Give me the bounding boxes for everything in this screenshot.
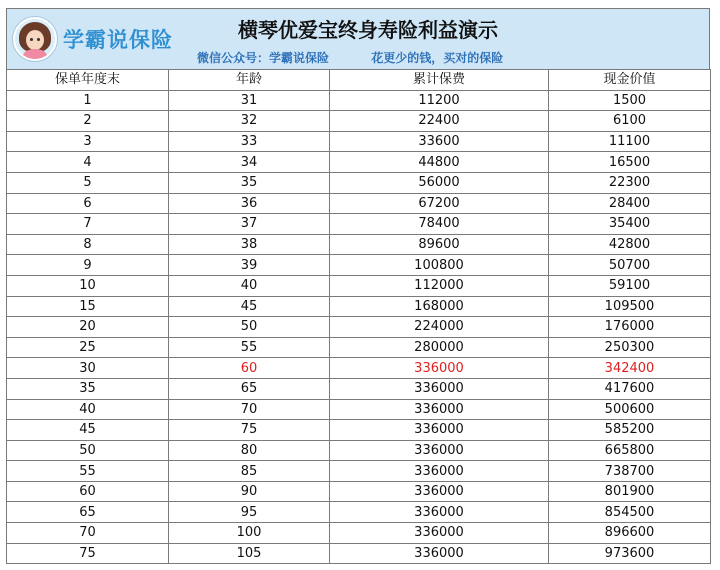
age-cell: 55 [169, 337, 330, 358]
policy-year-cell: 3 [7, 131, 169, 152]
policy-year-cell: 60 [7, 481, 169, 502]
policy-year-cell: 1 [7, 90, 169, 111]
wechat-account: 微信公众号：学霸说保险 [197, 51, 330, 65]
policy-year-cell: 2 [7, 111, 169, 132]
cash-value-cell: 6100 [549, 111, 711, 132]
table-row [7, 523, 711, 544]
age-cell: 37 [169, 214, 330, 235]
policy-year-cell: 25 [7, 337, 169, 358]
table-row [7, 440, 711, 461]
age-cell: 75 [169, 420, 330, 441]
cumulative-premium-cell: 336000 [330, 399, 549, 420]
column-header-cumulative-premium: 累计保费 [330, 70, 549, 91]
cash-value-cell: 342400 [549, 358, 711, 379]
policy-year-cell: 10 [7, 275, 169, 296]
age-cell: 36 [169, 193, 330, 214]
age-cell: 60 [169, 358, 330, 379]
cash-value-cell: 801900 [549, 481, 711, 502]
table-header-banner [6, 8, 710, 69]
column-header-age: 年龄 [169, 70, 330, 91]
age-cell: 40 [169, 275, 330, 296]
table-row [7, 399, 711, 420]
table-row [7, 420, 711, 441]
cumulative-premium-cell: 336000 [330, 481, 549, 502]
table-row [7, 461, 711, 482]
table-row [7, 358, 711, 379]
brand-name: 学霸说保险 [63, 28, 173, 52]
policy-year-cell: 65 [7, 502, 169, 523]
cash-value-cell: 854500 [549, 502, 711, 523]
cash-value-cell: 11100 [549, 131, 711, 152]
policy-year-cell: 55 [7, 461, 169, 482]
policy-year-cell: 40 [7, 399, 169, 420]
policy-year-cell: 70 [7, 523, 169, 544]
age-cell: 70 [169, 399, 330, 420]
cumulative-premium-cell: 44800 [330, 152, 549, 173]
age-cell: 50 [169, 317, 330, 338]
age-cell: 85 [169, 461, 330, 482]
subtitle-line [197, 49, 503, 66]
policy-year-cell: 6 [7, 193, 169, 214]
policy-year-cell: 4 [7, 152, 169, 173]
benefit-table [6, 69, 711, 564]
age-cell: 90 [169, 481, 330, 502]
table-row [7, 90, 711, 111]
age-cell: 65 [169, 378, 330, 399]
cash-value-cell: 738700 [549, 461, 711, 482]
age-cell: 105 [169, 543, 330, 564]
cash-value-cell: 500600 [549, 399, 711, 420]
table-row [7, 234, 711, 255]
policy-year-cell: 45 [7, 420, 169, 441]
table-row [7, 111, 711, 132]
table-row [7, 502, 711, 523]
cumulative-premium-cell: 336000 [330, 543, 549, 564]
cumulative-premium-cell: 56000 [330, 172, 549, 193]
policy-year-cell: 50 [7, 440, 169, 461]
table-body [7, 90, 711, 564]
table-row [7, 214, 711, 235]
policy-year-cell: 8 [7, 234, 169, 255]
cumulative-premium-cell: 336000 [330, 523, 549, 544]
column-header-policy-year: 保单年度末 [7, 70, 169, 91]
table-row [7, 255, 711, 276]
table-row [7, 296, 711, 317]
cash-value-cell: 35400 [549, 214, 711, 235]
page-title: 横琴优爱宝终身寿险利益演示 [238, 18, 498, 42]
slogan: 花更少的钱，买对的保险 [371, 51, 504, 65]
table-row [7, 481, 711, 502]
age-cell: 31 [169, 90, 330, 111]
age-cell: 100 [169, 523, 330, 544]
cash-value-cell: 22300 [549, 172, 711, 193]
age-cell: 39 [169, 255, 330, 276]
table-row [7, 378, 711, 399]
age-cell: 80 [169, 440, 330, 461]
age-cell: 32 [169, 111, 330, 132]
table-row [7, 337, 711, 358]
age-cell: 38 [169, 234, 330, 255]
cumulative-premium-cell: 336000 [330, 420, 549, 441]
table-row [7, 193, 711, 214]
age-cell: 34 [169, 152, 330, 173]
age-cell: 45 [169, 296, 330, 317]
cumulative-premium-cell: 336000 [330, 502, 549, 523]
policy-year-cell: 20 [7, 317, 169, 338]
policy-year-cell: 30 [7, 358, 169, 379]
cash-value-cell: 896600 [549, 523, 711, 544]
cumulative-premium-cell: 168000 [330, 296, 549, 317]
cash-value-cell: 59100 [549, 275, 711, 296]
cumulative-premium-cell: 33600 [330, 131, 549, 152]
cumulative-premium-cell: 112000 [330, 275, 549, 296]
table-header-row [7, 70, 711, 91]
cumulative-premium-cell: 280000 [330, 337, 549, 358]
cumulative-premium-cell: 78400 [330, 214, 549, 235]
age-cell: 95 [169, 502, 330, 523]
age-cell: 33 [169, 131, 330, 152]
cumulative-premium-cell: 336000 [330, 440, 549, 461]
table-row [7, 275, 711, 296]
cumulative-premium-cell: 224000 [330, 317, 549, 338]
cash-value-cell: 28400 [549, 193, 711, 214]
table-row [7, 543, 711, 564]
table-row [7, 131, 711, 152]
age-cell: 35 [169, 172, 330, 193]
cumulative-premium-cell: 336000 [330, 461, 549, 482]
cash-value-cell: 417600 [549, 378, 711, 399]
cash-value-cell: 42800 [549, 234, 711, 255]
column-header-cash-value: 现金价值 [549, 70, 711, 91]
policy-year-cell: 15 [7, 296, 169, 317]
cumulative-premium-cell: 11200 [330, 90, 549, 111]
table-row [7, 152, 711, 173]
policy-year-cell: 9 [7, 255, 169, 276]
cash-value-cell: 665800 [549, 440, 711, 461]
cumulative-premium-cell: 67200 [330, 193, 549, 214]
cash-value-cell: 50700 [549, 255, 711, 276]
policy-year-cell: 7 [7, 214, 169, 235]
cumulative-premium-cell: 336000 [330, 378, 549, 399]
table-row [7, 172, 711, 193]
cash-value-cell: 109500 [549, 296, 711, 317]
cash-value-cell: 250300 [549, 337, 711, 358]
policy-year-cell: 5 [7, 172, 169, 193]
table-row [7, 317, 711, 338]
illustration-table-frame [6, 8, 710, 564]
policy-year-cell: 75 [7, 543, 169, 564]
cumulative-premium-cell: 100800 [330, 255, 549, 276]
policy-year-cell: 35 [7, 378, 169, 399]
cash-value-cell: 585200 [549, 420, 711, 441]
cumulative-premium-cell: 336000 [330, 358, 549, 379]
cash-value-cell: 973600 [549, 543, 711, 564]
cumulative-premium-cell: 22400 [330, 111, 549, 132]
cash-value-cell: 176000 [549, 317, 711, 338]
cash-value-cell: 1500 [549, 90, 711, 111]
cumulative-premium-cell: 89600 [330, 234, 549, 255]
cash-value-cell: 16500 [549, 152, 711, 173]
